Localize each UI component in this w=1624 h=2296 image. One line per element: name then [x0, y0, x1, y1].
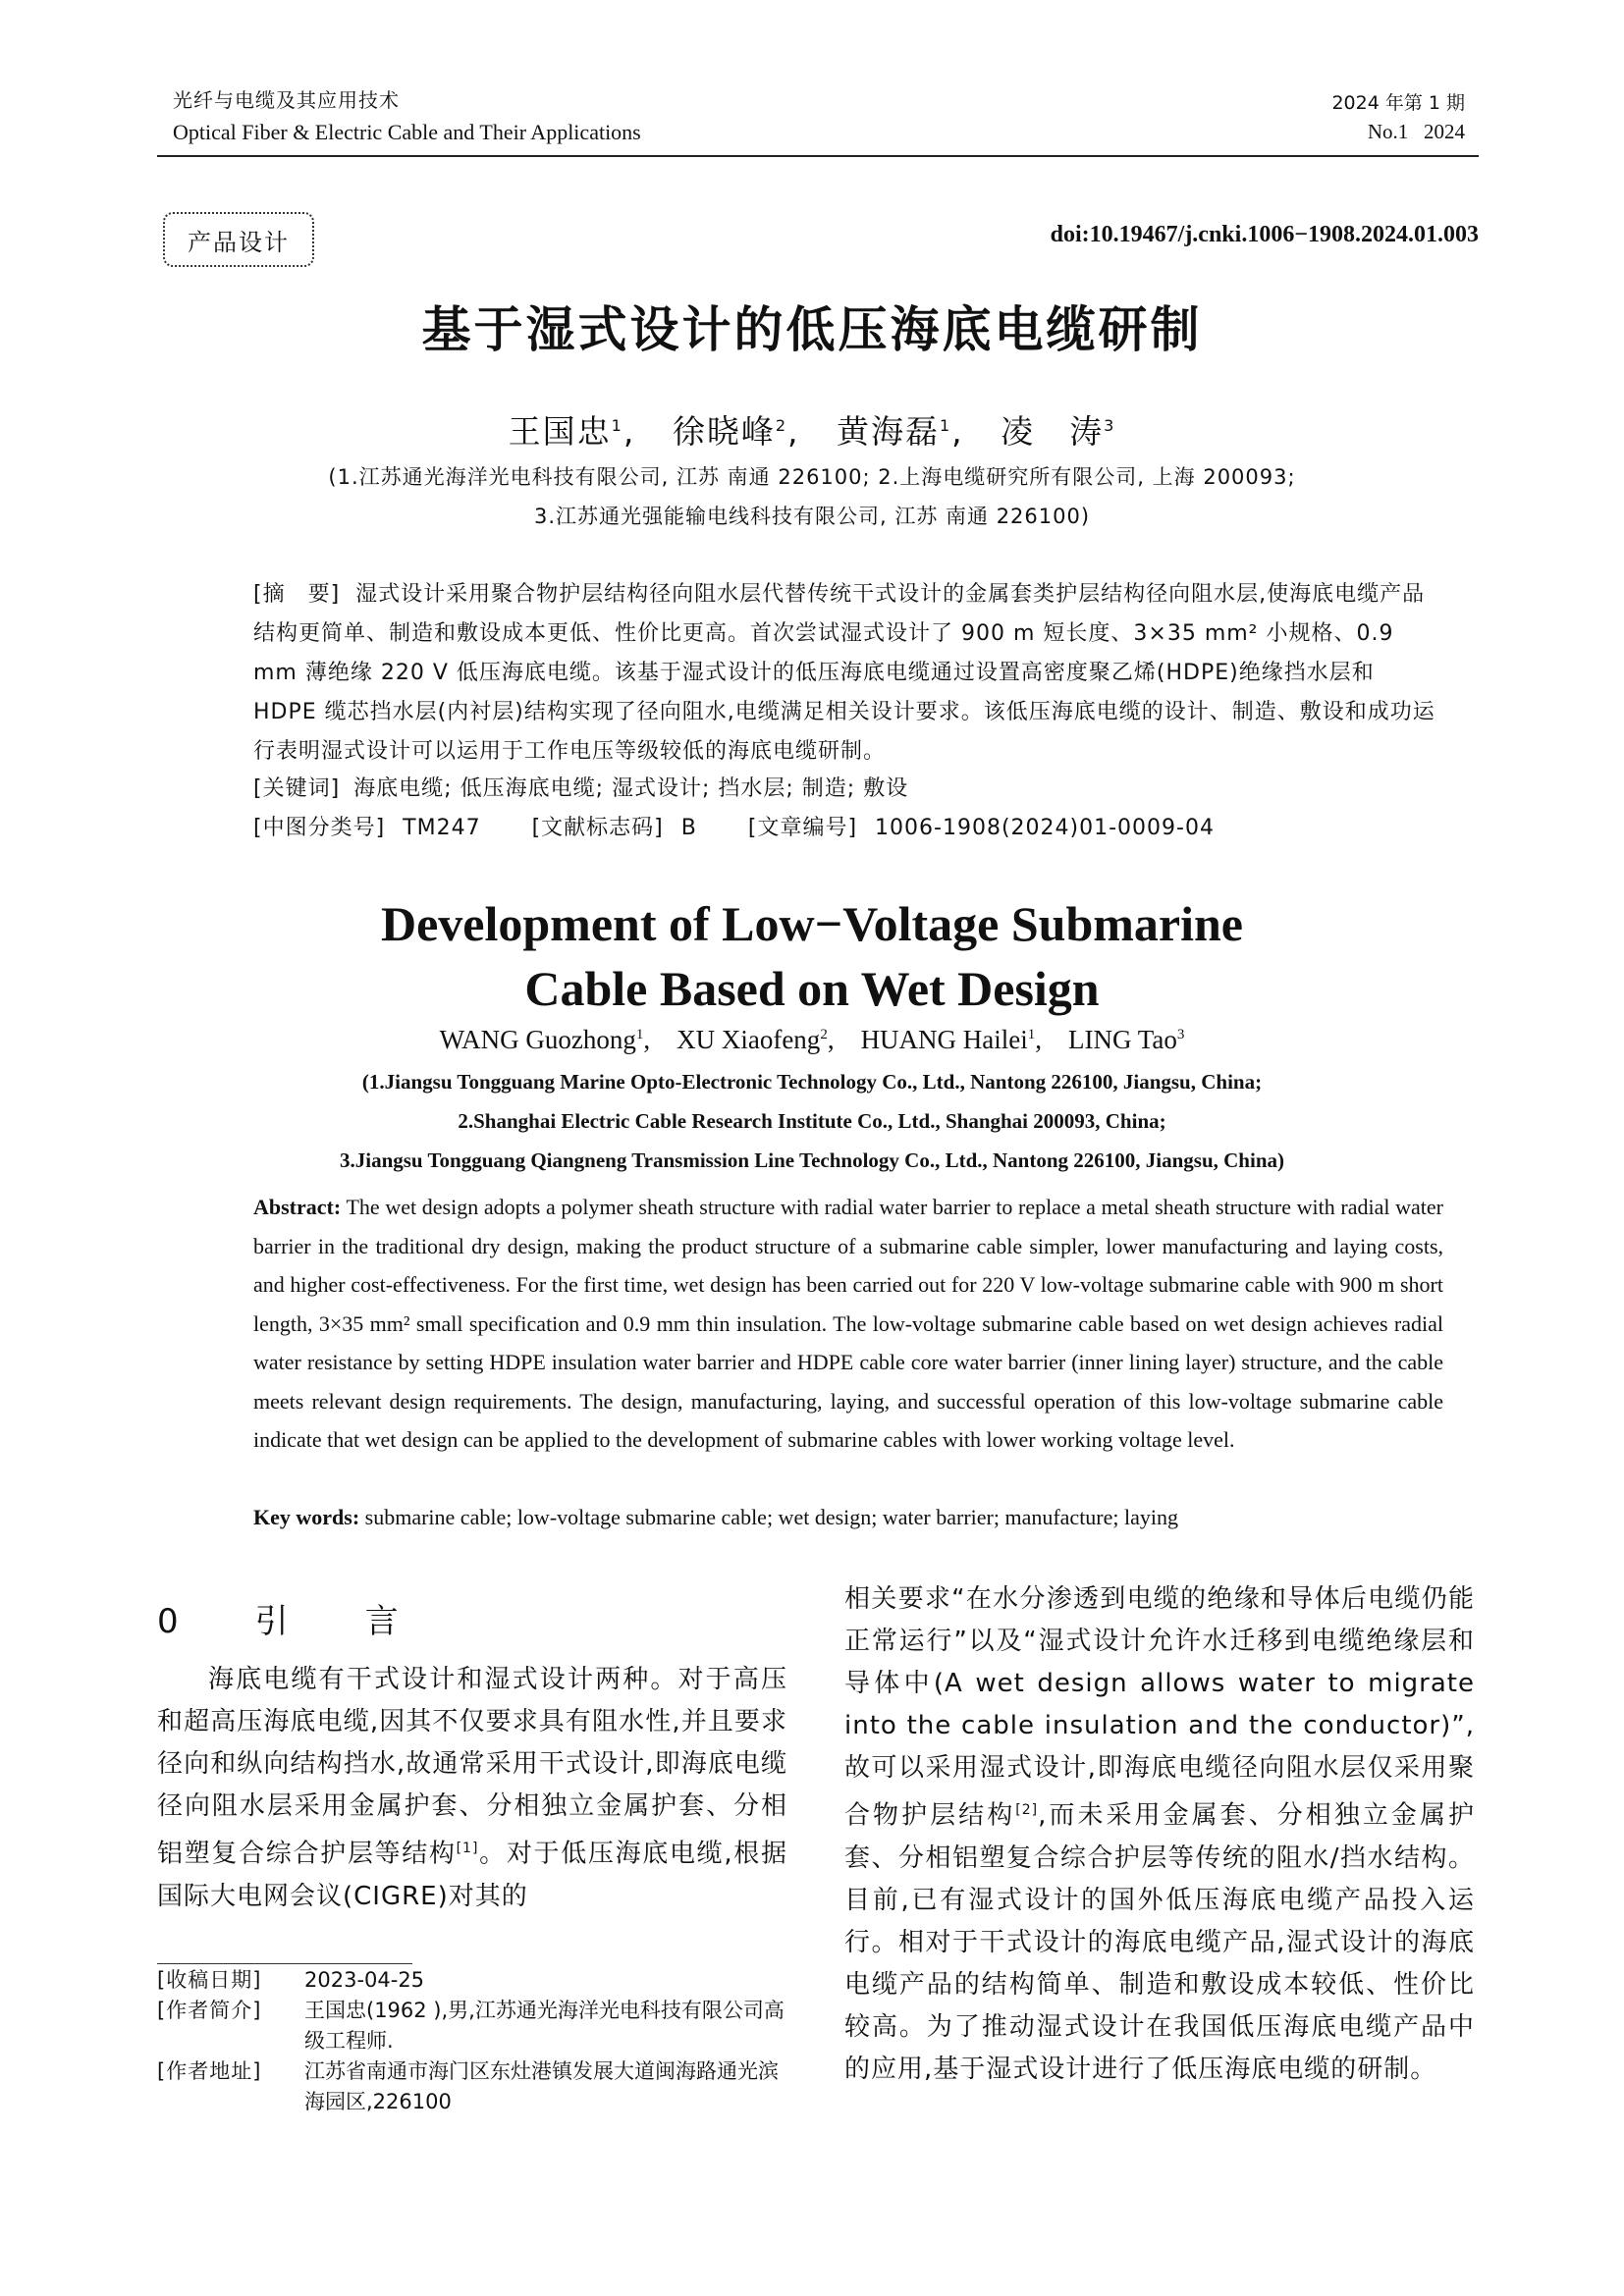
- author-sup: 1: [611, 416, 623, 435]
- authors-en: WANG Guozhong$^1$, XU Xiaofeng$^2$, HUANG Hailei$^1$, LING Tao$^3$: [439, 1025, 1185, 1054]
- author-cn: 黄海磊: [836, 412, 940, 451]
- doc-code-label: [文献标志码]: [531, 816, 664, 840]
- author-en: XU Xiaofeng: [677, 1025, 821, 1054]
- author-sup: 3: [1176, 1027, 1185, 1042]
- doi: doi:10.19467/j.cnki.1006−1908.2024.01.003: [1050, 222, 1479, 247]
- title-en-line: Development of Low−Voltage Submarine: [380, 896, 1243, 951]
- abstract-cn-label: [摘 要]: [253, 582, 341, 607]
- clc-value: TM247: [403, 816, 481, 840]
- issue-en: No.1 2024: [1367, 120, 1465, 143]
- affiliation-en-line: 3.Jiangsu Tongguang Qiangneng Transmission Line Technology Co., Ltd., Nantong 226100, Jiangsu, China): [339, 1148, 1284, 1172]
- doc-code-value: B: [680, 816, 697, 840]
- classification-line: [253, 811, 1254, 841]
- footnote-label: [作者地址]: [157, 2059, 262, 2083]
- article-no-value: 1006-1908(2024)01-0009-04: [875, 816, 1215, 840]
- section-heading: 0 引 言: [157, 1602, 420, 1641]
- footnote-row: [157, 2056, 787, 2117]
- affiliation-en-line: 2.Shanghai Electric Cable Research Institute Co., Ltd., Shanghai 200093, China;: [458, 1109, 1166, 1133]
- body-text: 。对于低压海底电缆,根据国际大电网会议(CIGRE)对其的: [157, 1839, 787, 1911]
- citation: [2]: [1015, 1802, 1039, 1818]
- keywords-cn: [253, 772, 947, 802]
- title-cn: 基于湿式设计的低压海底电缆研制: [421, 301, 1203, 358]
- body-column-right: [844, 1578, 1475, 2091]
- footnote-value: 王国忠(1962 ),男,江苏通光海洋光电科技有限公司高级工程师.: [304, 1999, 785, 2053]
- footnote-rule: [157, 1963, 412, 1964]
- title-en-line: Cable Based on Wet Design: [524, 961, 1100, 1016]
- keywords-en-text: submarine cable; low-voltage submarine cable; wet design; water barrier; manufacture; laying: [364, 1505, 1178, 1529]
- abstract-en-text: The wet design adopts a polymer sheath structure with radial water barrier to replace a metal sheath structure with radial water barrier in the traditional dry design, making the product structure of a submarine cable simpler, lower manufacturing and laying costs, and higher cost-effectiveness. For the first time, wet design has been carried out for 220 V low-voltage submarine cable with 900 m short length, 3×35 mm² small specification and 0.9 mm thin insulation. The low-voltage submarine cable based on wet design achieves radial water resistance by setting HDPE insulation water barrier and HDPE cable core water barrier (inner lining layer) structure, and the cable meets relevant design requirements. The design, manufacturing, laying, and successful operation of this low-voltage submarine cable indicate that wet design can be applied to the development of submarine cables with lower working voltage level.: [253, 1195, 1443, 1452]
- keywords-cn-text: 海底电缆; 低压海底电缆; 湿式设计; 挡水层; 制造; 敷设: [353, 776, 909, 801]
- authors-cn: 王国忠$^1$, 徐晓峰$^2$, 黄海磊$^1$, 凌 涛$^3$: [508, 412, 1116, 451]
- body-text: ,而未采用金属套、分相独立金属护套、分相铝塑复合综合护层等传统的阻水/挡水结构。目前,已有湿式设计的国外低压海底电缆产品投入运行。相对于干式设计的海底电缆产品,湿式设计的海底电缆产品的结构简单、制造和敷设成本较低、性价比较高。为了推动湿式设计在我国低压海底电缆产品中的应用,基于湿式设计进行了低压海底电缆的研制。: [844, 1800, 1475, 2084]
- article-no-label: [文章编号]: [747, 816, 858, 840]
- author-sup: 2: [775, 416, 788, 435]
- author-cn: 徐晓峰: [672, 412, 776, 451]
- column-tag: 产品设计: [163, 212, 314, 267]
- body-column-left: [157, 1659, 787, 1918]
- journal-title-en: Optical Fiber & Electric Cable and Their Applications: [173, 120, 641, 144]
- author-en: LING Tao: [1068, 1025, 1177, 1054]
- keywords-cn-label: [关键词]: [253, 776, 341, 801]
- author-en: WANG Guozhong: [439, 1025, 636, 1054]
- keywords-en-label: Key words:: [253, 1505, 360, 1529]
- footnote-value: 江苏省南通市海门区东灶港镇发展大道闽海路通光滨海园区,226100: [304, 2059, 779, 2113]
- author-cn: 王国忠: [508, 412, 612, 451]
- abstract-cn-text: 湿式设计采用聚合物护层结构径向阻水层代替传统干式设计的金属套类护层结构径向阻水层,使海底电缆产品结构更简单、制造和敷设成本更低、性价比更高。首次尝试湿式设计了 900 m 短长度、3×35 mm² 小规格、0.9 mm 薄绝缘 220 V 低压海底电缆。该基于湿式设计的低压海底电缆通过设置高密度聚乙烯(HDPE)绝缘挡水层和 HDPE 缆芯挡水层(内衬层)结构实现了径向阻水,电缆满足相关设计要求。该低压海底电缆的设计、制造、敷设和成功运行表明湿式设计可以运用于工作电压等级较低的海底电缆研制。: [253, 582, 1435, 764]
- affiliation-cn-line: 3.江苏通光强能输电线科技有限公司, 江苏 南通 226100): [533, 505, 1091, 528]
- citation: [1]: [456, 1841, 479, 1856]
- body-paragraph: [844, 1578, 1475, 2091]
- abstract-cn: [253, 575, 1443, 772]
- abstract-en: [253, 1188, 1443, 1460]
- footnote-value: 2023-04-25: [304, 1968, 425, 1992]
- clc-label: [中图分类号]: [253, 816, 386, 840]
- affiliation-cn-line: (1.江苏通光海洋光电科技有限公司, 江苏 南通 226100; 2.上海电缆研究所有限公司, 上海 200093;: [328, 465, 1296, 489]
- header-rule: [157, 155, 1479, 157]
- author-sup: 1: [635, 1027, 644, 1042]
- body-text: 相关要求“在水分渗透到电缆的绝缘和导体后电缆仍能正常运行”以及“湿式设计允许水迁移到电缆绝缘层和导体中(A wet design allows water to migrate into the cable insulation and the conductor)”,故可以采用湿式设计,即海底电缆径向阻水层仅采用聚合物护层结构: [844, 1584, 1475, 1831]
- body-paragraph: [157, 1659, 787, 1918]
- footnote-label: [收稿日期]: [157, 1968, 262, 1992]
- author-cn: 凌 涛: [1001, 412, 1105, 451]
- footnote-row: [157, 1965, 787, 1996]
- body-text: 海底电缆有干式设计和湿式设计两种。对于高压和超高压海底电缆,因其不仅要求具有阻水性,并且要求径向和纵向结构挡水,故通常采用干式设计,即海底电缆径向阻水层采用金属护套、分相独立金属护套、分相铝塑复合综合护层等结构: [157, 1665, 787, 1869]
- abstract-en-label: Abstract:: [253, 1195, 342, 1219]
- footnotes: [157, 1965, 787, 2117]
- author-sup: 2: [820, 1027, 828, 1042]
- issue-cn: 2024 年第 1 期: [1331, 92, 1465, 114]
- author-sup: 1: [939, 416, 952, 435]
- author-sup: 3: [1104, 416, 1116, 435]
- author-en: HUANG Hailei: [860, 1025, 1028, 1054]
- keywords-en: [253, 1498, 1443, 1537]
- footnote-label: [作者简介]: [157, 1999, 262, 2022]
- author-sup: 1: [1027, 1027, 1036, 1042]
- affiliation-en-line: (1.Jiangsu Tongguang Marine Opto-Electronic Technology Co., Ltd., Nantong 226100, Jiangsu, China;: [361, 1070, 1263, 1094]
- footnote-row: [157, 1996, 787, 2056]
- journal-title-cn: 光纤与电缆及其应用技术: [173, 88, 400, 112]
